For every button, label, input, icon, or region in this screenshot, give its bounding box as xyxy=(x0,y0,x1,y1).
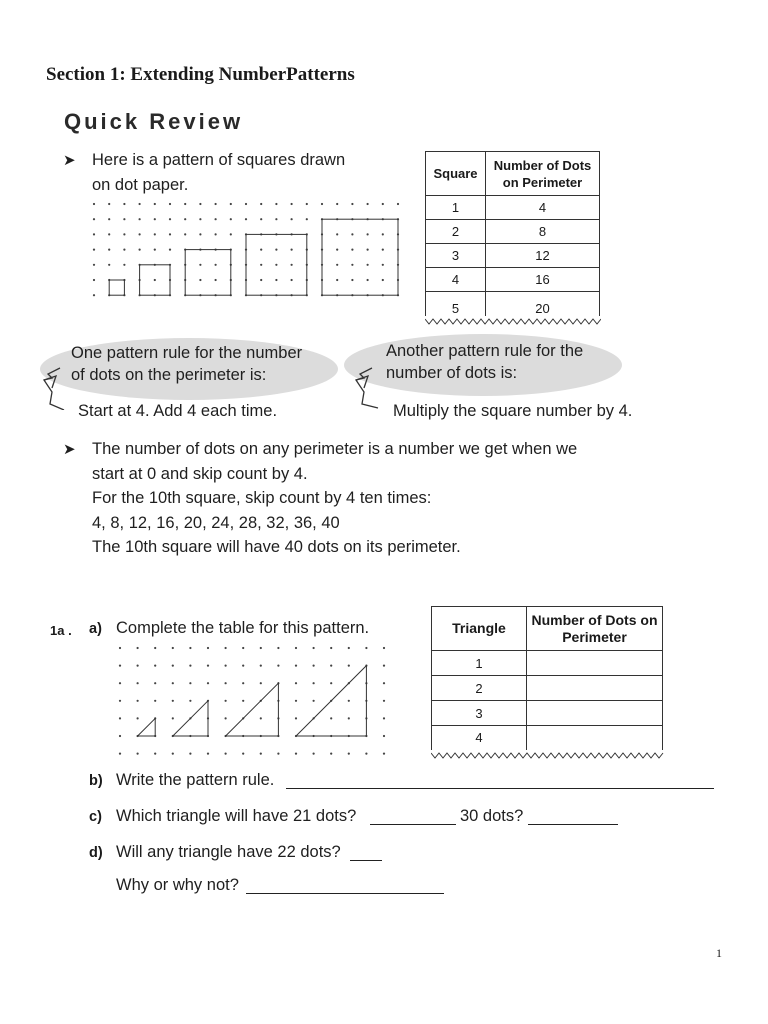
grid-dot xyxy=(154,203,156,205)
grid-dot xyxy=(330,753,332,755)
grid-dot xyxy=(260,249,262,251)
bubble-right-rule: Multiply the square number by 4. xyxy=(393,402,633,420)
bubble-right-line-1: Another pattern rule for the xyxy=(386,342,584,360)
grid-dot xyxy=(275,203,277,205)
answer-line-d2[interactable] xyxy=(246,893,444,894)
grid-dot xyxy=(383,647,385,649)
bubble-left-line-2: of dots on the perimeter is: xyxy=(71,366,267,384)
grid-dot xyxy=(242,682,244,684)
grid-dot xyxy=(108,233,110,235)
grid-dot xyxy=(139,249,141,251)
grid-dot xyxy=(225,665,227,667)
grid-dot xyxy=(275,279,277,281)
grid-dot xyxy=(351,264,353,266)
grid-dot xyxy=(189,682,191,684)
grid-dot xyxy=(119,753,121,755)
grid-dot xyxy=(260,264,262,266)
grid-dot xyxy=(137,700,139,702)
grid-dot xyxy=(313,700,315,702)
answer-cell[interactable] xyxy=(527,651,663,676)
grid-dot xyxy=(383,665,385,667)
grid-dot xyxy=(277,647,279,649)
grid-dot xyxy=(295,700,297,702)
grid-dot xyxy=(108,264,110,266)
grid-dot xyxy=(291,203,293,205)
grid-dot xyxy=(275,249,277,251)
grid-dot xyxy=(260,203,262,205)
grid-dot xyxy=(93,233,95,235)
grid-dot xyxy=(172,647,174,649)
grid-dot xyxy=(260,279,262,281)
question-a-label: a) xyxy=(89,621,102,637)
grid-dot xyxy=(123,264,125,266)
grid-dot xyxy=(199,279,201,281)
grid-dot xyxy=(154,682,156,684)
grid-dot xyxy=(93,264,95,266)
triangles-table-header-dots: Number of Dots on Perimeter xyxy=(527,607,663,651)
grid-dot xyxy=(230,218,232,220)
grid-dot xyxy=(199,264,201,266)
answer-cell[interactable] xyxy=(527,726,663,750)
grid-dot xyxy=(351,279,353,281)
torn-edge xyxy=(425,316,601,326)
bubble-left-line-1: One pattern rule for the number xyxy=(71,344,303,362)
grid-dot xyxy=(295,682,297,684)
bullet-arrow-icon: ➤ xyxy=(63,152,76,169)
table-cell: 12 xyxy=(486,244,600,268)
question-c-text-2: 30 dots? xyxy=(460,807,524,825)
page-number: 1 xyxy=(716,946,722,960)
grid-dot xyxy=(242,665,244,667)
square-shape xyxy=(185,250,231,296)
answer-line-c2[interactable] xyxy=(528,824,618,825)
table-cell: 5 xyxy=(426,292,486,316)
answer-line-d[interactable] xyxy=(350,860,382,861)
grid-dot xyxy=(242,753,244,755)
grid-dot xyxy=(242,700,244,702)
table-cell: 4 xyxy=(426,268,486,292)
grid-dot xyxy=(382,233,384,235)
grid-dot xyxy=(260,665,262,667)
section-title: Section 1: Extending NumberPatterns xyxy=(46,64,355,85)
grid-dot xyxy=(382,203,384,205)
grid-dot xyxy=(137,647,139,649)
grid-dot xyxy=(321,203,323,205)
question-d-label: d) xyxy=(89,845,103,861)
answer-cell[interactable] xyxy=(527,701,663,726)
grid-dot xyxy=(93,249,95,251)
grid-dot xyxy=(367,279,369,281)
grid-dot xyxy=(189,753,191,755)
question-d-text: Will any triangle have 22 dots? xyxy=(116,843,341,861)
grid-dot xyxy=(119,665,121,667)
squares-table xyxy=(425,151,601,326)
triangle-shape xyxy=(226,683,279,736)
grid-dot xyxy=(207,647,209,649)
triangles-dot-paper xyxy=(114,640,388,756)
grid-dot xyxy=(154,249,156,251)
grid-dot xyxy=(277,753,279,755)
grid-dot xyxy=(123,203,125,205)
table-row xyxy=(432,701,663,726)
grid-dot xyxy=(225,753,227,755)
down-arrow-icon xyxy=(352,366,388,410)
grid-dot xyxy=(154,665,156,667)
grid-dot xyxy=(215,233,217,235)
table-cell: 1 xyxy=(426,196,486,220)
grid-dot xyxy=(215,279,217,281)
grid-dot xyxy=(189,647,191,649)
grid-dot xyxy=(123,218,125,220)
grid-dot xyxy=(245,203,247,205)
question-number: 1a . xyxy=(50,623,72,638)
grid-dot xyxy=(199,203,201,205)
table-row xyxy=(432,676,663,701)
question-a-text: Complete the table for this pattern. xyxy=(116,619,370,637)
grid-dot xyxy=(242,647,244,649)
torn-edge xyxy=(431,750,664,760)
grid-dot xyxy=(306,218,308,220)
grid-dot xyxy=(295,647,297,649)
grid-dot xyxy=(207,682,209,684)
grid-dot xyxy=(313,647,315,649)
grid-dot xyxy=(330,647,332,649)
grid-dot xyxy=(306,203,308,205)
grid-dot xyxy=(230,233,232,235)
squares-dot-paper xyxy=(86,196,416,308)
grid-dot xyxy=(172,700,174,702)
grid-dot xyxy=(93,218,95,220)
grid-dot xyxy=(367,203,369,205)
grid-dot xyxy=(199,218,201,220)
grid-dot xyxy=(169,233,171,235)
table-row xyxy=(432,651,663,676)
grid-dot xyxy=(383,735,385,737)
explain-line: The number of dots on any perimeter is a number we get when we xyxy=(92,440,578,458)
grid-dot xyxy=(367,264,369,266)
grid-dot xyxy=(108,249,110,251)
triangle-shape xyxy=(296,666,366,736)
grid-dot xyxy=(383,682,385,684)
grid-dot xyxy=(336,203,338,205)
grid-dot xyxy=(225,700,227,702)
grid-dot xyxy=(367,249,369,251)
grid-dot xyxy=(108,203,110,205)
grid-dot xyxy=(330,682,332,684)
down-arrow-icon xyxy=(42,366,76,410)
answer-line-b[interactable] xyxy=(286,788,714,789)
grid-dot xyxy=(119,682,121,684)
table-row xyxy=(426,292,600,316)
grid-dot xyxy=(260,753,262,755)
grid-dot xyxy=(348,700,350,702)
table-cell: 3 xyxy=(426,244,486,268)
grid-dot xyxy=(367,233,369,235)
grid-dot xyxy=(260,647,262,649)
explain-line: The 10th square will have 40 dots on its perimeter. xyxy=(92,538,461,556)
grid-dot xyxy=(169,249,171,251)
table-cell: 20 xyxy=(486,292,600,316)
grid-dot xyxy=(123,249,125,251)
table-row xyxy=(426,196,600,220)
grid-dot xyxy=(382,249,384,251)
grid-dot xyxy=(154,753,156,755)
grid-dot xyxy=(119,735,121,737)
answer-line-c1[interactable] xyxy=(370,824,456,825)
grid-dot xyxy=(119,647,121,649)
grid-dot xyxy=(336,233,338,235)
table-cell: 4 xyxy=(486,196,600,220)
explain-line: start at 0 and skip count by 4. xyxy=(92,465,308,483)
table-row xyxy=(426,220,600,244)
grid-dot xyxy=(245,218,247,220)
grid-dot xyxy=(277,665,279,667)
grid-dot xyxy=(215,203,217,205)
grid-dot xyxy=(169,218,171,220)
grid-dot xyxy=(154,700,156,702)
grid-dot xyxy=(330,717,332,719)
grid-dot xyxy=(154,647,156,649)
triangles-table xyxy=(431,606,664,760)
grid-dot xyxy=(169,203,171,205)
triangle-shape xyxy=(173,701,208,736)
grid-dot xyxy=(383,717,385,719)
grid-dot xyxy=(189,700,191,702)
question-c-text-1: Which triangle will have 21 dots? xyxy=(116,807,357,825)
table-cell: 2 xyxy=(432,676,527,701)
grid-dot xyxy=(184,203,186,205)
grid-dot xyxy=(336,279,338,281)
bullet-arrow-icon: ➤ xyxy=(63,441,76,458)
grid-dot xyxy=(93,294,95,296)
bubble-right-line-2: number of dots is: xyxy=(386,364,518,382)
table-row xyxy=(432,726,663,750)
grid-dot xyxy=(295,717,297,719)
square-shape xyxy=(322,219,398,295)
grid-dot xyxy=(137,665,139,667)
grid-dot xyxy=(123,233,125,235)
grid-dot xyxy=(348,665,350,667)
grid-dot xyxy=(225,717,227,719)
table-cell: 2 xyxy=(426,220,486,244)
grid-dot xyxy=(108,218,110,220)
grid-dot xyxy=(336,249,338,251)
grid-dot xyxy=(348,647,350,649)
grid-dot xyxy=(154,218,156,220)
question-d-text-2: Why or why not? xyxy=(116,876,239,894)
squares-table-header-dots: Number of Dots on Perimeter xyxy=(486,152,600,196)
grid-dot xyxy=(291,264,293,266)
table-cell: 4 xyxy=(432,726,527,750)
grid-dot xyxy=(260,218,262,220)
grid-dot xyxy=(365,647,367,649)
bubble-left-rule: Start at 4. Add 4 each time. xyxy=(78,402,278,420)
table-row xyxy=(426,244,600,268)
grid-dot xyxy=(172,665,174,667)
grid-dot xyxy=(119,700,121,702)
grid-dot xyxy=(348,717,350,719)
grid-dot xyxy=(260,682,262,684)
grid-dot xyxy=(215,218,217,220)
explain-line: For the 10th square, skip count by 4 ten times: xyxy=(92,489,432,507)
grid-dot xyxy=(154,233,156,235)
grid-dot xyxy=(119,717,121,719)
grid-dot xyxy=(351,249,353,251)
grid-dot xyxy=(397,203,399,205)
square-shape xyxy=(109,280,124,295)
grid-dot xyxy=(225,682,227,684)
explain-line: 4, 8, 12, 16, 20, 24, 28, 32, 36, 40 xyxy=(92,514,340,532)
grid-dot xyxy=(382,279,384,281)
table-row xyxy=(426,268,600,292)
grid-dot xyxy=(172,753,174,755)
grid-dot xyxy=(365,753,367,755)
table-cell: 1 xyxy=(432,651,527,676)
triangle-shape xyxy=(138,718,156,736)
grid-dot xyxy=(313,665,315,667)
grid-dot xyxy=(139,233,141,235)
grid-dot xyxy=(207,665,209,667)
triangles-table-header-triangle: Triangle xyxy=(432,607,527,651)
grid-dot xyxy=(291,218,293,220)
grid-dot xyxy=(230,203,232,205)
grid-dot xyxy=(291,279,293,281)
table-cell: 3 xyxy=(432,701,527,726)
grid-dot xyxy=(330,665,332,667)
grid-dot xyxy=(93,203,95,205)
grid-dot xyxy=(93,279,95,281)
grid-dot xyxy=(139,203,141,205)
grid-dot xyxy=(154,279,156,281)
grid-dot xyxy=(291,249,293,251)
question-b-label: b) xyxy=(89,773,103,789)
grid-dot xyxy=(172,682,174,684)
grid-dot xyxy=(260,717,262,719)
grid-dot xyxy=(313,682,315,684)
grid-dot xyxy=(184,218,186,220)
table-cell: 16 xyxy=(486,268,600,292)
grid-dot xyxy=(215,264,217,266)
grid-dot xyxy=(313,753,315,755)
grid-dot xyxy=(139,218,141,220)
grid-dot xyxy=(275,264,277,266)
grid-dot xyxy=(172,717,174,719)
grid-dot xyxy=(336,264,338,266)
table-cell: 8 xyxy=(486,220,600,244)
question-c-label: c) xyxy=(89,809,102,825)
grid-dot xyxy=(199,233,201,235)
grid-dot xyxy=(137,682,139,684)
grid-dot xyxy=(137,717,139,719)
grid-dot xyxy=(207,753,209,755)
squares-table-header-square: Square xyxy=(426,152,486,196)
grid-dot xyxy=(137,753,139,755)
intro-line-1: Here is a pattern of squares drawn xyxy=(92,151,346,169)
grid-dot xyxy=(225,647,227,649)
grid-dot xyxy=(383,753,385,755)
grid-dot xyxy=(295,665,297,667)
intro-line-2: on dot paper. xyxy=(92,176,189,194)
grid-dot xyxy=(295,753,297,755)
grid-dot xyxy=(351,203,353,205)
grid-dot xyxy=(189,665,191,667)
answer-cell[interactable] xyxy=(527,676,663,701)
grid-dot xyxy=(351,233,353,235)
quick-review-title: Quick Review xyxy=(64,109,244,134)
grid-dot xyxy=(348,753,350,755)
grid-dot xyxy=(275,218,277,220)
grid-dot xyxy=(184,233,186,235)
grid-dot xyxy=(382,264,384,266)
question-b-text: Write the pattern rule. xyxy=(116,771,275,789)
grid-dot xyxy=(383,700,385,702)
